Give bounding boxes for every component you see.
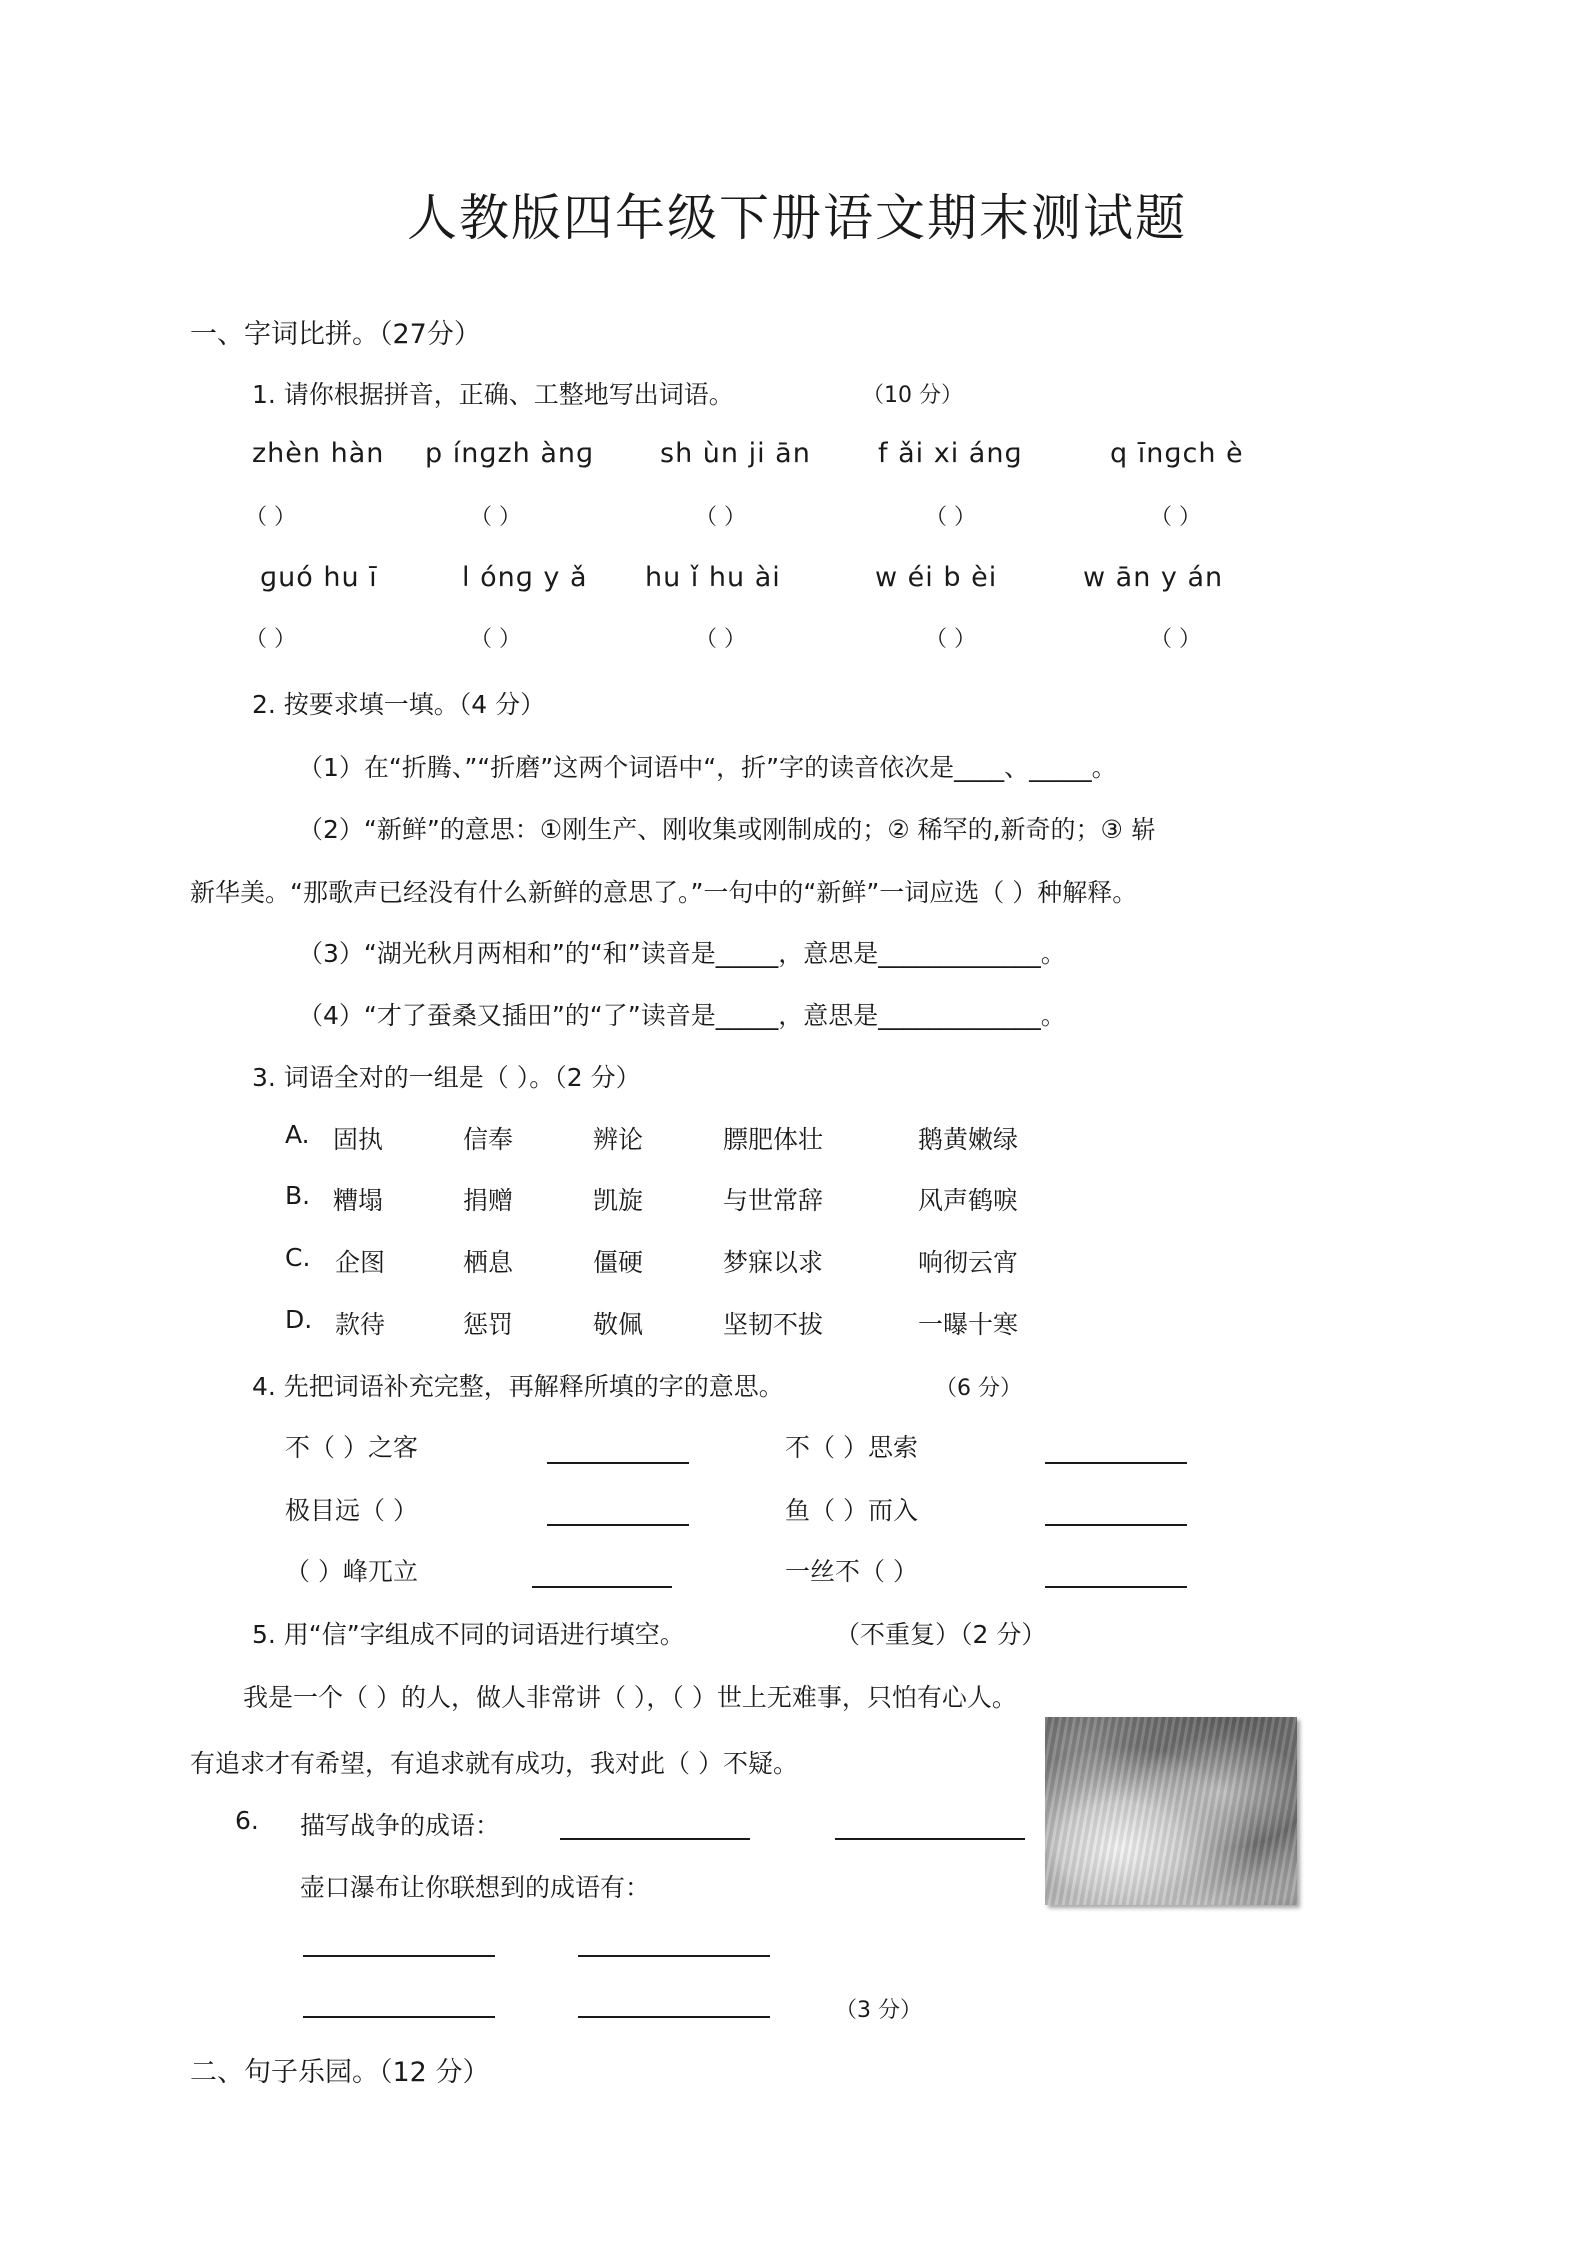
q6-sub-label: 壶口瀑布让你联想到的成语有：: [300, 1873, 651, 1902]
option-word: 坚韧不拔: [723, 1310, 824, 1339]
pinyin-2: p ínɡzh ànɡ: [425, 438, 595, 469]
q6-number: 6.: [235, 1806, 259, 1835]
q2-item-2b: 新华美。“那歌声已经没有什么新鲜的意思了。”一句中的“新鲜”一词应选（ ）种解释。: [190, 878, 1138, 907]
option-word: 款待: [335, 1310, 386, 1339]
hukou-waterfall-photo: [1045, 1717, 1297, 1905]
option-word: 企图: [335, 1248, 386, 1277]
q2-item-1: （1）在“折腾、”“折磨”这两个词语中“，折”字的读音依次是____、_____。: [298, 753, 1117, 782]
answer-paren[interactable]: （ ）: [925, 627, 976, 652]
page-title: 人教版四年级下册语文期末测试题: [407, 189, 1187, 247]
q2-item-3: （3）“湖光秋月两相和”的“和”读音是_____，意思是_____________。: [298, 939, 1066, 968]
q4-item-2: 不（ ）思索: [785, 1433, 918, 1462]
answer-paren[interactable]: （ ）: [1150, 627, 1201, 652]
option-word: 固执: [333, 1125, 384, 1154]
q2-item-4: （4）“才了蚕桑又插田”的“了”读音是_____，意思是_____________。: [298, 1001, 1066, 1030]
pinyin-10: w ān y án: [1083, 562, 1224, 593]
pinyin-8: hu ǐ hu ài: [645, 562, 781, 593]
option-letter: C.: [285, 1243, 311, 1272]
answer-line[interactable]: [547, 1462, 689, 1464]
q4-score: （6 分）: [935, 1376, 1022, 1401]
answer-line[interactable]: [835, 1838, 1025, 1840]
answer-line[interactable]: [1045, 1462, 1187, 1464]
answer-paren[interactable]: （ ）: [245, 627, 296, 652]
answer-paren[interactable]: （ ）: [470, 505, 521, 530]
q4-item-6: 一丝不（ ）: [785, 1557, 918, 1586]
pinyin-9: w éi b èi: [875, 562, 998, 593]
option-word: 敬佩: [593, 1310, 644, 1339]
option-letter: B.: [285, 1181, 311, 1210]
q5-label: 5. 用“信”字组成不同的词语进行填空。: [252, 1620, 685, 1649]
option-word: 响彻云宵: [918, 1248, 1019, 1277]
answer-paren[interactable]: （ ）: [925, 505, 976, 530]
pinyin-5: q īnɡch è: [1110, 438, 1244, 469]
q4-item-1: 不（ ）之客: [285, 1433, 418, 1462]
option-word: 膘肥体壮: [723, 1125, 824, 1154]
answer-line[interactable]: [578, 1955, 770, 1957]
q5-line-1: 我是一个（ ）的人，做人非常讲（ ），（ ）世上无难事，只怕有心人。: [243, 1683, 1017, 1712]
q1-label: 1. 请你根据拼音，正确、工整地写出词语。: [252, 380, 734, 409]
q2-item-2a: （2）“新鲜”的意思：①刚生产、刚收集或刚制成的；② 稀罕的,新奇的；③ 崭: [298, 815, 1156, 844]
option-word: 惩罚: [463, 1310, 514, 1339]
q4-item-4: 鱼（ ）而入: [785, 1496, 918, 1525]
answer-line[interactable]: [532, 1586, 672, 1588]
q5-note: （不重复）（2 分）: [835, 1620, 1047, 1649]
q5-line-2: 有追求才有希望，有追求就有成功，我对此（ ）不疑。: [190, 1749, 798, 1778]
answer-line[interactable]: [1045, 1586, 1187, 1588]
option-letter: D.: [285, 1305, 313, 1334]
answer-line[interactable]: [303, 1955, 495, 1957]
option-word: 与世常辞: [723, 1186, 824, 1215]
q4-item-5: （ ）峰兀立: [285, 1557, 418, 1586]
pinyin-6: ɡuó hu ī: [260, 562, 378, 593]
option-word: 辨论: [593, 1125, 644, 1154]
option-letter: A.: [285, 1120, 310, 1149]
option-word: 一曝十寒: [918, 1310, 1019, 1339]
q6-score: （3 分）: [835, 1998, 922, 2023]
q1-score: （10 分）: [862, 383, 963, 408]
option-word: 捐赠: [463, 1186, 514, 1215]
answer-paren[interactable]: （ ）: [695, 505, 746, 530]
option-word: 风声鹤唳: [918, 1186, 1019, 1215]
q3-label: 3. 词语全对的一组是（ ）。（2 分）: [252, 1063, 641, 1092]
answer-paren[interactable]: （ ）: [245, 505, 296, 530]
section-2-heading: 二、句子乐园。（12 分）: [190, 2057, 490, 2088]
section-1-heading: 一、字词比拼。（27分）: [190, 319, 481, 350]
pinyin-7: l ónɡ y ǎ: [462, 562, 588, 593]
answer-paren[interactable]: （ ）: [470, 627, 521, 652]
answer-line[interactable]: [303, 2016, 495, 2018]
option-word: 凯旋: [593, 1186, 644, 1215]
answer-line[interactable]: [547, 1524, 689, 1526]
answer-paren[interactable]: （ ）: [695, 627, 746, 652]
option-word: 栖息: [463, 1248, 514, 1277]
answer-line[interactable]: [1045, 1524, 1187, 1526]
q4-item-3: 极目远（ ）: [285, 1496, 418, 1525]
answer-paren[interactable]: （ ）: [1150, 505, 1201, 530]
pinyin-1: zhèn hàn: [252, 438, 385, 469]
option-word: 信奉: [463, 1125, 514, 1154]
option-word: 僵硬: [593, 1248, 644, 1277]
q6-label: 描写战争的成语：: [300, 1811, 501, 1840]
q4-label: 4. 先把词语补充完整，再解释所填的字的意思。: [252, 1372, 784, 1401]
answer-line[interactable]: [560, 1838, 750, 1840]
option-word: 梦寐以求: [723, 1248, 824, 1277]
answer-line[interactable]: [578, 2016, 770, 2018]
q2-label: 2. 按要求填一填。（4 分）: [252, 690, 546, 719]
option-word: 糟塌: [333, 1186, 384, 1215]
pinyin-3: sh ùn ji ān: [660, 438, 811, 469]
pinyin-4: f ǎi xi ánɡ: [878, 438, 1023, 469]
option-word: 鹅黄嫩绿: [918, 1125, 1019, 1154]
